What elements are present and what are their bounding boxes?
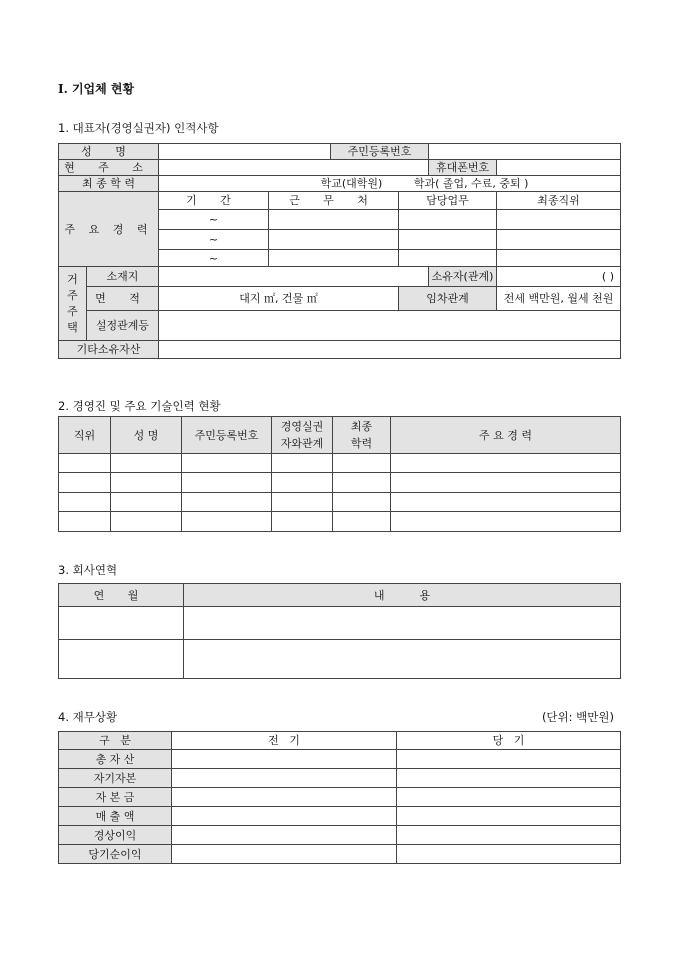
other-assets-label: 기타소유자산 — [59, 341, 159, 359]
lease-field[interactable]: 전세 백만원, 월세 천원 — [497, 287, 621, 311]
section4-heading: 4. 재무상황 — [58, 710, 118, 724]
col-date: 연 월 — [59, 584, 184, 607]
col-mgmt-name: 성 명 — [111, 417, 182, 454]
col-mgmt-position: 직위 — [59, 417, 111, 454]
page-title: I. 기업체 현황 — [58, 82, 135, 96]
table-row — [59, 512, 621, 532]
col-division: 구 분 — [59, 732, 172, 750]
col-duty: 담당업무 — [399, 192, 497, 210]
table-row — [59, 788, 621, 807]
representative-table — [58, 143, 621, 359]
area-label: 면 적 — [87, 287, 159, 311]
location-label: 소재지 — [87, 267, 159, 287]
name-field[interactable] — [159, 144, 331, 160]
col-content: 내 용 — [184, 584, 621, 607]
career-duty-1[interactable] — [399, 210, 497, 230]
table-row — [59, 769, 621, 788]
career-position-1[interactable] — [497, 210, 621, 230]
table-row — [59, 493, 621, 512]
career-workplace-3[interactable] — [269, 250, 399, 267]
row-label: 당기순이익 — [59, 845, 172, 864]
name-label: 성 명 — [59, 144, 159, 160]
address-label: 현 주 소 — [59, 160, 159, 176]
section3-heading: 3. 회사연혁 — [58, 563, 118, 577]
row-label: 매 출 액 — [59, 807, 172, 826]
row-label: 자기자본 — [59, 769, 172, 788]
mobile-field[interactable] — [497, 160, 621, 176]
table-row — [59, 454, 621, 473]
section2-heading: 2. 경영진 및 주요 기술인력 현황 — [58, 399, 221, 413]
col-mgmt-career: 주 요 경 력 — [391, 417, 621, 454]
table-row — [59, 607, 621, 640]
career-workplace-2[interactable] — [269, 230, 399, 250]
history-table — [58, 583, 621, 679]
table-row — [59, 845, 621, 864]
owner-label: 소유자(관계) — [429, 267, 497, 287]
col-mgmt-education: 최종 학력 — [333, 417, 391, 454]
col-previous: 전 기 — [172, 732, 397, 750]
row-label: 총 자 산 — [59, 750, 172, 769]
career-workplace-1[interactable] — [269, 210, 399, 230]
career-position-2[interactable] — [497, 230, 621, 250]
table-row — [59, 826, 621, 845]
table-row — [59, 640, 621, 679]
career-period-3[interactable]: ~ — [159, 250, 269, 267]
career-duty-2[interactable] — [399, 230, 497, 250]
table-row — [59, 473, 621, 493]
other-assets-field[interactable] — [159, 341, 621, 359]
education-school: 학교(대학원) — [320, 177, 383, 190]
col-workplace: 근 무 처 — [269, 192, 399, 210]
owner-field[interactable]: ( ) — [497, 267, 621, 287]
lien-label: 설정관계등 — [87, 311, 159, 341]
section1-heading: 1. 대표자(경영실권자) 인적사항 — [58, 121, 219, 135]
col-position: 최종직위 — [497, 192, 621, 210]
col-period: 기 간 — [159, 192, 269, 210]
lease-label: 임차관계 — [399, 287, 497, 311]
table-row — [59, 750, 621, 769]
management-table — [58, 416, 621, 532]
col-mgmt-relation: 경영실권 자와관계 — [272, 417, 333, 454]
finance-table — [58, 731, 621, 864]
address-field[interactable] — [159, 160, 429, 176]
career-duty-3[interactable] — [399, 250, 497, 267]
row-label: 자 본 금 — [59, 788, 172, 807]
education-field[interactable] — [159, 176, 621, 192]
lien-field[interactable] — [159, 311, 621, 341]
area-field[interactable]: 대지 ㎡, 건물 ㎡ — [159, 287, 399, 311]
career-position-3[interactable] — [497, 250, 621, 267]
career-label: 주 요 경 력 — [59, 192, 159, 267]
career-period-1[interactable]: ~ — [159, 210, 269, 230]
col-mgmt-rrn: 주민등록번호 — [182, 417, 272, 454]
row-label: 경상이익 — [59, 826, 172, 845]
table-row — [59, 807, 621, 826]
col-current: 당 기 — [397, 732, 621, 750]
education-major: 학과( 졸업, 수료, 중퇴 ) — [413, 177, 529, 190]
career-period-2[interactable]: ~ — [159, 230, 269, 250]
unit-label: (단위: 백만원) — [541, 710, 614, 724]
rrn-field[interactable] — [429, 144, 621, 160]
education-label: 최 종 학 력 — [59, 176, 159, 192]
mobile-label: 휴대폰번호 — [429, 160, 497, 176]
rrn-label: 주민등록번호 — [331, 144, 429, 160]
housing-label: 거 주 주 택 — [59, 267, 87, 341]
location-field[interactable] — [159, 267, 429, 287]
